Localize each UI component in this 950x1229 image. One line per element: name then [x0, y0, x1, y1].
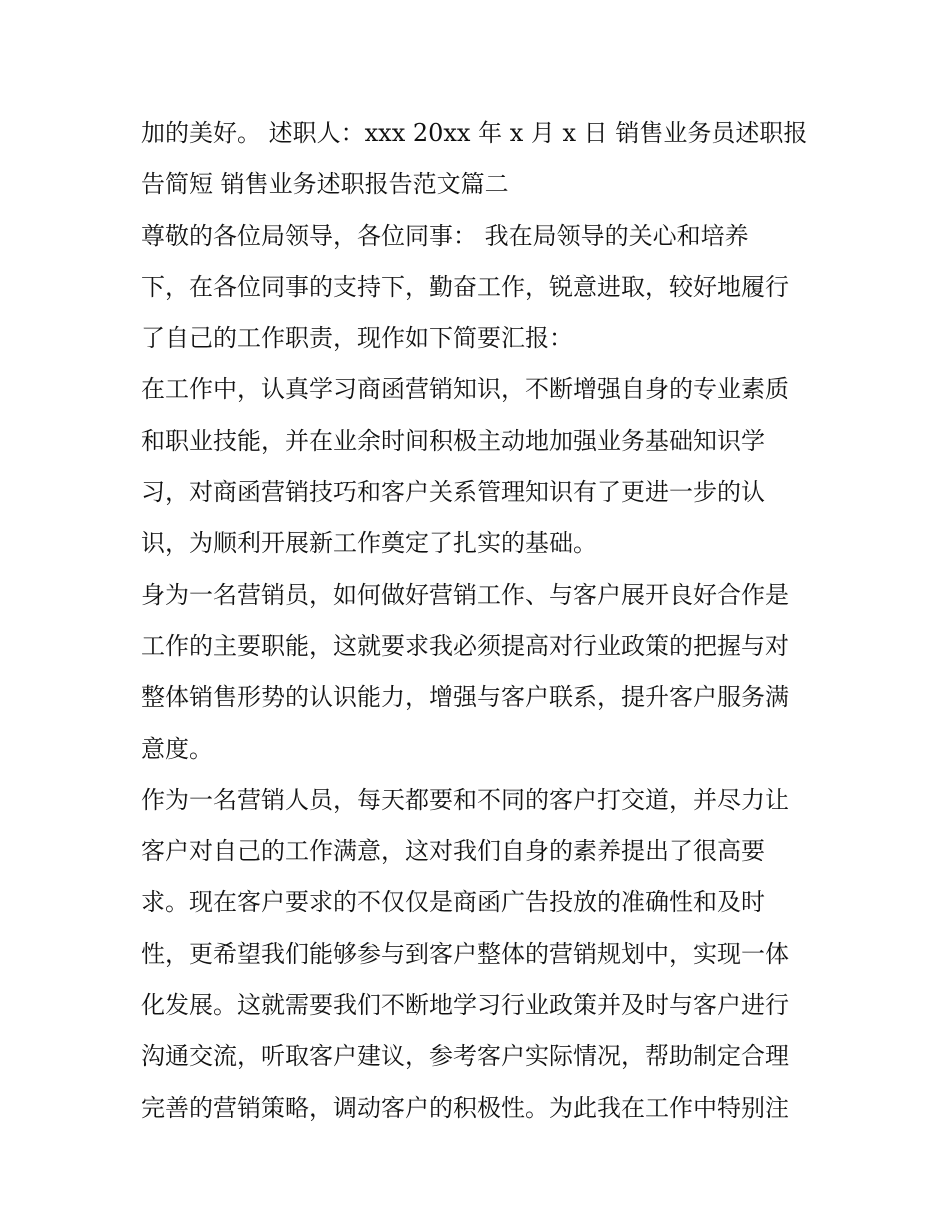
text-line: 了自己的工作职责，现作如下简要汇报：: [141, 324, 573, 353]
text-line: 客户对自己的工作满意，这对我们自身的素养提出了很高要: [141, 837, 765, 866]
text-line: 整体销售形势的认识能力，增强与客户联系，提升客户服务满: [141, 683, 789, 712]
text-line: 和职业技能，并在业余时间积极主动地加强业务基础知识学: [141, 426, 765, 455]
text-line: 完善的营销策略，调动客户的积极性。为此我在工作中特别注: [141, 1093, 789, 1122]
text-line: 加的美好。 述职人：xxx 20xx 年 x 月 x 日 销售业务员述职报: [141, 119, 808, 147]
text-line: 作为一名营销人员，每天都要和不同的客户打交道，并尽力让: [141, 785, 789, 814]
text-line: 求。现在客户要求的不仅仅是商函广告投放的准确性和及时: [141, 888, 765, 917]
text-line: 告简短 销售业务述职报告范文篇二: [141, 170, 509, 199]
text-line: 工作的主要职能，这就要求我必须提高对行业政策的把握与对: [141, 631, 789, 660]
document-body: [141, 108, 821, 1134]
text-line: 识，为顺利开展新工作奠定了扎实的基础。: [141, 529, 597, 558]
text-line: 沟通交流，听取客户建议，参考客户实际情况，帮助制定合理: [141, 1042, 789, 1071]
text-line: 意度。: [141, 734, 213, 763]
text-line: 在工作中，认真学习商函营销知识，不断增强自身的专业素质: [141, 375, 789, 404]
text-line: 身为一名营销员，如何做好营销工作、与客户展开良好合作是: [141, 580, 789, 609]
text-line: 性，更希望我们能够参与到客户整体的营销规划中，实现一体: [141, 939, 789, 968]
text-line: 习，对商函营销技巧和客户关系管理知识有了更进一步的认: [141, 478, 765, 507]
text-line: 下，在各位同事的支持下，勤奋工作，锐意进取，较好地履行: [141, 272, 789, 301]
text-line: 尊敬的各位局领导，各位同事： 我在局领导的关心和培养: [141, 221, 749, 250]
text-line: 化发展。这就需要我们不断地学习行业政策并及时与客户进行: [141, 991, 789, 1020]
